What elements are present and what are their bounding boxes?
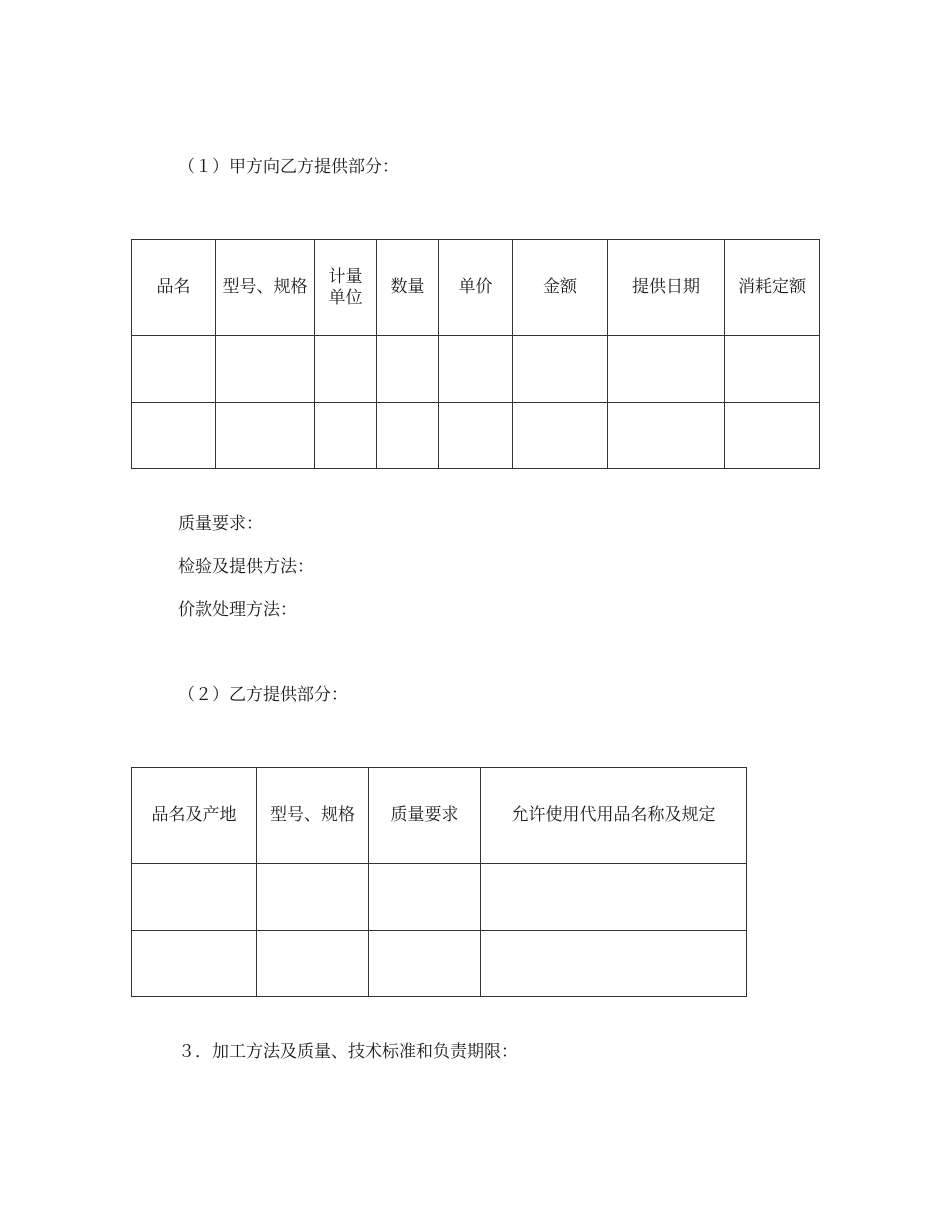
table-cell[interactable] xyxy=(315,403,377,469)
table-cell[interactable] xyxy=(132,336,216,403)
quality-requirement-label: 质量要求： xyxy=(178,514,263,534)
header-cell-quantity: 数量 xyxy=(377,240,439,336)
table-row xyxy=(132,336,820,403)
table-cell[interactable] xyxy=(439,403,513,469)
header-cell-consumption-quota: 消耗定额 xyxy=(725,240,820,336)
table-cell[interactable] xyxy=(216,336,315,403)
header-cell-model-spec: 型号、规格 xyxy=(216,240,315,336)
table-cell[interactable] xyxy=(369,931,481,997)
table-cell[interactable] xyxy=(257,864,369,931)
table-row xyxy=(132,864,747,931)
header-cell-quality-requirement: 质量要求 xyxy=(369,768,481,864)
table-cell[interactable] xyxy=(315,336,377,403)
table-cell[interactable] xyxy=(513,403,608,469)
inspection-method-label: 检验及提供方法： xyxy=(178,557,314,577)
table-header-row xyxy=(132,240,820,336)
table-cell[interactable] xyxy=(216,403,315,469)
section2-heading: （２）乙方提供部分： xyxy=(178,685,348,705)
payment-method-label: 价款处理方法： xyxy=(178,600,297,620)
table-cell[interactable] xyxy=(132,864,257,931)
header-cell-unit: 计量单位 xyxy=(315,240,377,336)
header-cell-supply-date: 提供日期 xyxy=(608,240,725,336)
supply-table-party-a xyxy=(131,239,820,469)
table-cell[interactable] xyxy=(608,336,725,403)
table-header-row xyxy=(132,768,747,864)
table-cell[interactable] xyxy=(439,336,513,403)
header-cell-product-name: 品名 xyxy=(132,240,216,336)
header-cell-product-origin: 品名及产地 xyxy=(132,768,257,864)
header-cell-amount: 金额 xyxy=(513,240,608,336)
table-row xyxy=(132,403,820,469)
section1-heading: （１）甲方向乙方提供部分： xyxy=(178,157,399,177)
table-cell[interactable] xyxy=(132,931,257,997)
header-cell-model-spec: 型号、规格 xyxy=(257,768,369,864)
table-cell[interactable] xyxy=(377,336,439,403)
table-cell[interactable] xyxy=(481,864,747,931)
section3-heading: ３．加工方法及质量、技术标准和负责期限： xyxy=(178,1042,518,1062)
table-cell[interactable] xyxy=(369,864,481,931)
table-cell[interactable] xyxy=(608,403,725,469)
table-cell[interactable] xyxy=(377,403,439,469)
header-cell-substitute-rules: 允许使用代用品名称及规定 xyxy=(481,768,747,864)
table-cell[interactable] xyxy=(132,403,216,469)
supply-table-party-b xyxy=(131,767,747,997)
table-cell[interactable] xyxy=(725,403,820,469)
table-row xyxy=(132,931,747,997)
header-cell-unit-price: 单价 xyxy=(439,240,513,336)
table-cell[interactable] xyxy=(513,336,608,403)
table-cell[interactable] xyxy=(257,931,369,997)
table-cell[interactable] xyxy=(481,931,747,997)
table-cell[interactable] xyxy=(725,336,820,403)
